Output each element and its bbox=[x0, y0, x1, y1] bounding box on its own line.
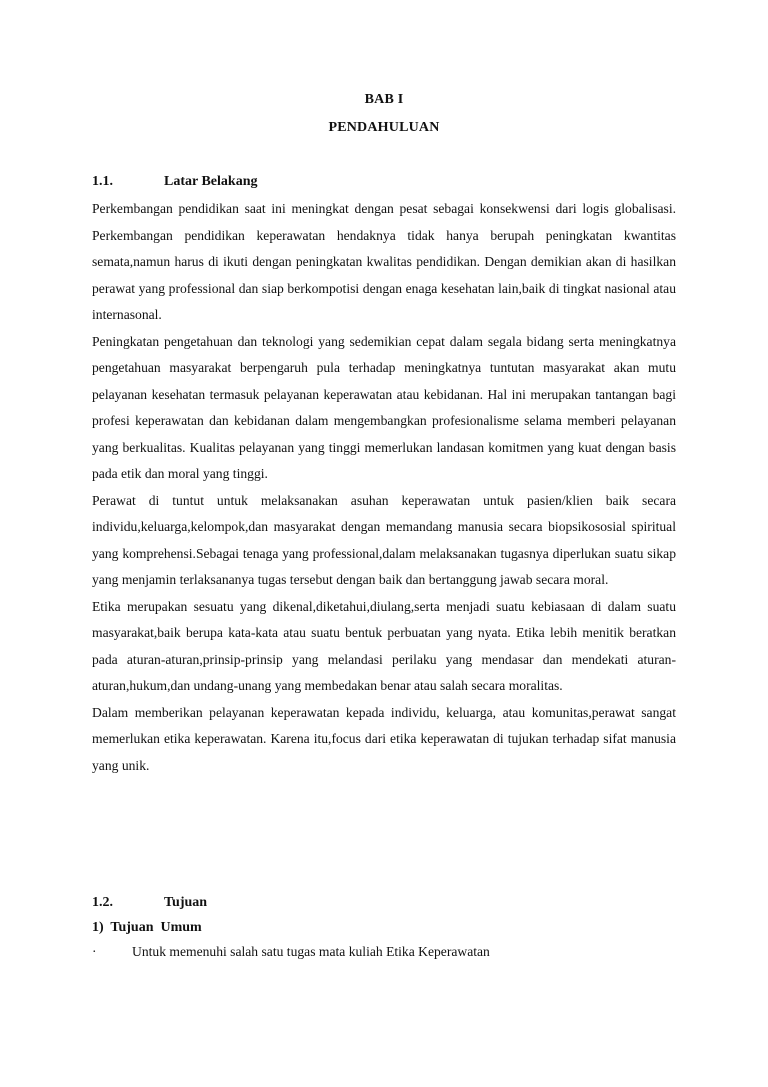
section-title: Tujuan bbox=[164, 895, 208, 910]
section-heading-tujuan bbox=[92, 895, 207, 911]
paragraph: Peningkatan pengetahuan dan teknologi yang sedemikian cepat dalam segala bidang serta meningkatnya pengetahuan masyarakat berpengaruh pula terhadap meningkatnya tuntutan masyarakat akan mutu pelayanan kesehatan termasuk pelayanan keperawatan atau kebidanan. Hal ini merupakan tantangan bagi profesi keperawatan dan kebidanan dalam mengembangkan profesionalisme selama memberi pelayanan yang berkualitas. Kualitas pelayanan yang tinggi memerlukan landasan komitmen yang kuat dengan basis pada etik dan moral yang tinggi. bbox=[92, 333, 676, 481]
chapter-title: PENDAHULUAN bbox=[328, 120, 440, 135]
paragraph: Dalam memberikan pelayanan keperawatan kepada individu, keluarga, atau komunitas,perawat sangat memerlukan etika keperawatan. Karena itu,focus dari etika keperawatan di tujukan terhadap sifat manusia yang unik. bbox=[92, 704, 676, 773]
section-number: 1.2. bbox=[92, 895, 113, 910]
section-body-latar-belakang bbox=[92, 196, 676, 779]
chapter-label: BAB I bbox=[364, 92, 404, 107]
section-number: 1.1. bbox=[92, 174, 113, 189]
bullet-text: Untuk memenuhi salah satu tugas mata kuliah Etika Keperawatan bbox=[132, 944, 490, 959]
section-heading-latar-belakang bbox=[92, 174, 257, 190]
bullet-item bbox=[92, 944, 490, 960]
section-title: Latar Belakang bbox=[164, 174, 258, 189]
paragraph: Etika merupakan sesuatu yang dikenal,diketahui,diulang,serta menjadi suatu kebiasaan di dalam suatu masyarakat,baik berupa kata-kata atau suatu bentuk perbuatan yang nyata. Etika lebih menitik beratkan pada aturan-aturan,prinsip-prinsip yang melandasi perilaku yang mendasar dan mendekati aturan-aturan,hukum,dan undang-unang yang membedakan benar atau salah secara moralitas. bbox=[92, 598, 676, 693]
paragraph: Perawat di tuntut untuk melaksanakan asuhan keperawatan untuk pasien/klien baik secara individu,keluarga,kelompok,dan masyarakat dengan memandang manusia secara biopsikososial spiritual yang komprehensi.Sebagai tenaga yang professional,dalam melaksanakan tugasnya diperlukan suatu sikap yang menjamin terlaksananya tugas tersebut dengan baik dan bertanggung jawab secara moral. bbox=[92, 492, 676, 587]
bullet-dot: · bbox=[92, 944, 97, 959]
paragraph: Perkembangan pendidikan saat ini meningkat dengan pesat sebagai konsekwensi dari logis globalisasi. Perkembangan pendidikan keperawatan hendaknya tidak hanya berupah peningkatan kwantitas semata,namun harus di ikuti dengan peningkatan kwalitas pendidikan. Dengan demikian akan di hasilkan perawat yang professional dan siap berkompotisi dengan enaga kesehatan lain,baik di tingkat nasional atau internasonal. bbox=[92, 201, 676, 322]
subheading-tujuan-umum: 1) Tujuan Umum bbox=[92, 920, 202, 935]
